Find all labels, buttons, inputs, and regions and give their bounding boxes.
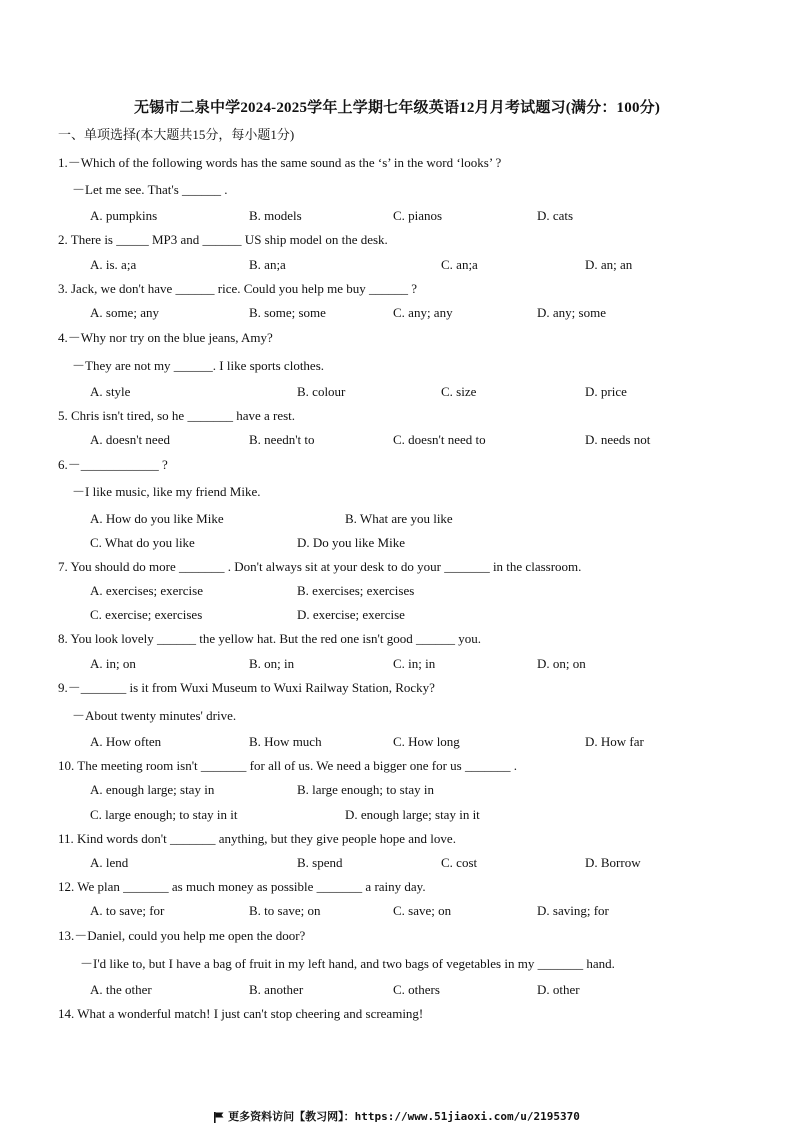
- question-11-option-c: C. cost: [441, 855, 478, 870]
- question-1-option-d: D. cats: [537, 208, 574, 223]
- question-11-stem: 11. Kind words don't _______ anything, but they give people hope and love.: [58, 831, 456, 846]
- question-14-stem: 14. What a wonderful match! I just can't stop cheering and screaming!: [58, 1006, 424, 1021]
- question-9-option-c: C. How long: [393, 734, 460, 749]
- question-3-option-a: A. some; any: [90, 305, 159, 320]
- question-6-option-d: D. Do you like Mike: [297, 535, 405, 550]
- question-8-stem: 8. You look lovely ______ the yellow hat. But the red one isn't good ______ you.: [58, 631, 482, 646]
- question-7-stem: 7. You should do more _______ . Don't always sit at your desk to do your _______ in the classroom.: [58, 559, 582, 574]
- question-7-option-a: A. exercises; exercise: [90, 583, 203, 598]
- question-1-option-a: A. pumpkins: [90, 208, 158, 223]
- question-4-option-c: C. size: [441, 384, 477, 399]
- question-1-stem: 1.－Which of the following words has the same sound as the ‘s’ in the word ‘looks’ ?: [58, 155, 502, 170]
- question-7-option-c: C. exercise; exercises: [90, 607, 203, 622]
- footer-text: 更多资料访问【教习网】：https://www.51jiaoxi.com/u/2195370: [228, 1110, 580, 1123]
- question-2-stem: 2. There is _____ MP3 and ______ US ship model on the desk.: [58, 232, 388, 247]
- question-13-option-d: D. other: [537, 982, 580, 997]
- question-1-dialogue: －Let me see. That's ______ .: [72, 182, 228, 197]
- question-8-option-b: B. on; in: [249, 656, 295, 671]
- question-11-option-b: B. spend: [297, 855, 343, 870]
- question-11-option-a: A. lend: [90, 855, 129, 870]
- question-1-option-c: C. pianos: [393, 208, 443, 223]
- question-6-option-c: C. What do you like: [90, 535, 195, 550]
- question-4-dialogue: －They are not my ______. I like sports clothes.: [72, 358, 325, 373]
- question-5-option-b: B. needn't to: [249, 432, 315, 447]
- question-2-option-a: A. is. a;a: [90, 257, 137, 272]
- question-12-option-b: B. to save; on: [249, 903, 321, 918]
- section-heading: 一、单项选择(本大题共15分，每小题1分): [58, 127, 295, 142]
- question-6-dialogue: －I like music, like my friend Mike.: [72, 484, 261, 499]
- question-10-option-c: C. large enough; to stay in it: [90, 807, 238, 822]
- question-13-option-b: B. another: [249, 982, 304, 997]
- question-12-option-d: D. saving; for: [537, 903, 609, 918]
- footer-link[interactable]: [0, 1108, 794, 1124]
- question-10-stem: 10. The meeting room isn't _______ for all of us. We need a bigger one for us _______ .: [58, 758, 517, 773]
- question-6-option-a: A. How do you like Mike: [90, 511, 224, 526]
- question-12-option-a: A. to save; for: [90, 903, 165, 918]
- question-8-option-d: D. on; on: [537, 656, 586, 671]
- question-5-option-d: D. needs not: [585, 432, 651, 447]
- question-7-option-d: D. exercise; exercise: [297, 607, 405, 622]
- question-8-option-a: A. in; on: [90, 656, 136, 671]
- question-9-option-b: B. How much: [249, 734, 322, 749]
- question-13-option-a: A. the other: [90, 982, 152, 997]
- question-13-stem: 13.－Daniel, could you help me open the door?: [58, 928, 306, 943]
- question-4-stem: 4.－Why nor try on the blue jeans, Amy?: [58, 330, 273, 345]
- question-3-option-b: B. some; some: [249, 305, 326, 320]
- question-8-option-c: C. in; in: [393, 656, 436, 671]
- flag-icon: [214, 1112, 224, 1123]
- question-4-option-d: D. price: [585, 384, 627, 399]
- question-6-option-b: B. What are you like: [345, 511, 453, 526]
- question-2-option-b: B. an;a: [249, 257, 286, 272]
- question-2-option-d: D. an; an: [585, 257, 633, 272]
- page-title: 无锡市二泉中学2024-2025学年上学期七年级英语12月月考试题习(满分：100分): [133, 100, 661, 116]
- question-2-option-c: C. an;a: [441, 257, 478, 272]
- question-10-option-b: B. large enough; to stay in: [297, 782, 434, 797]
- question-3-option-d: D. any; some: [537, 305, 606, 320]
- question-12-stem: 12. We plan _______ as much money as possible _______ a rainy day.: [58, 879, 426, 894]
- question-9-dialogue: －About twenty minutes' drive.: [72, 708, 237, 723]
- question-13-option-c: C. others: [393, 982, 440, 997]
- question-3-option-c: C. any; any: [393, 305, 453, 320]
- question-5-option-a: A. doesn't need: [90, 432, 170, 447]
- question-5-stem: 5. Chris isn't tired, so he _______ have a rest.: [58, 408, 296, 423]
- question-11-option-d: D. Borrow: [585, 855, 641, 870]
- question-3-stem: 3. Jack, we don't have ______ rice. Could you help me buy ______ ?: [58, 281, 418, 296]
- question-6-stem: 6.－____________ ?: [58, 457, 168, 472]
- question-9-option-d: D. How far: [585, 734, 644, 749]
- question-1-option-b: B. models: [249, 208, 302, 223]
- question-10-option-d: D. enough large; stay in it: [345, 807, 480, 822]
- question-10-option-a: A. enough large; stay in: [90, 782, 215, 797]
- question-9-stem: 9.－_______ is it from Wuxi Museum to Wuxi Railway Station, Rocky?: [58, 680, 435, 695]
- question-7-option-b: B. exercises; exercises: [297, 583, 415, 598]
- question-12-option-c: C. save; on: [393, 903, 452, 918]
- question-13-dialogue: －I'd like to, but I have a bag of fruit in my left hand, and two bags of vegetables in my _______ hand.: [80, 956, 615, 971]
- question-9-option-a: A. How often: [90, 734, 162, 749]
- question-5-option-c: C. doesn't need to: [393, 432, 486, 447]
- question-4-option-b: B. colour: [297, 384, 346, 399]
- question-4-option-a: A. style: [90, 384, 131, 399]
